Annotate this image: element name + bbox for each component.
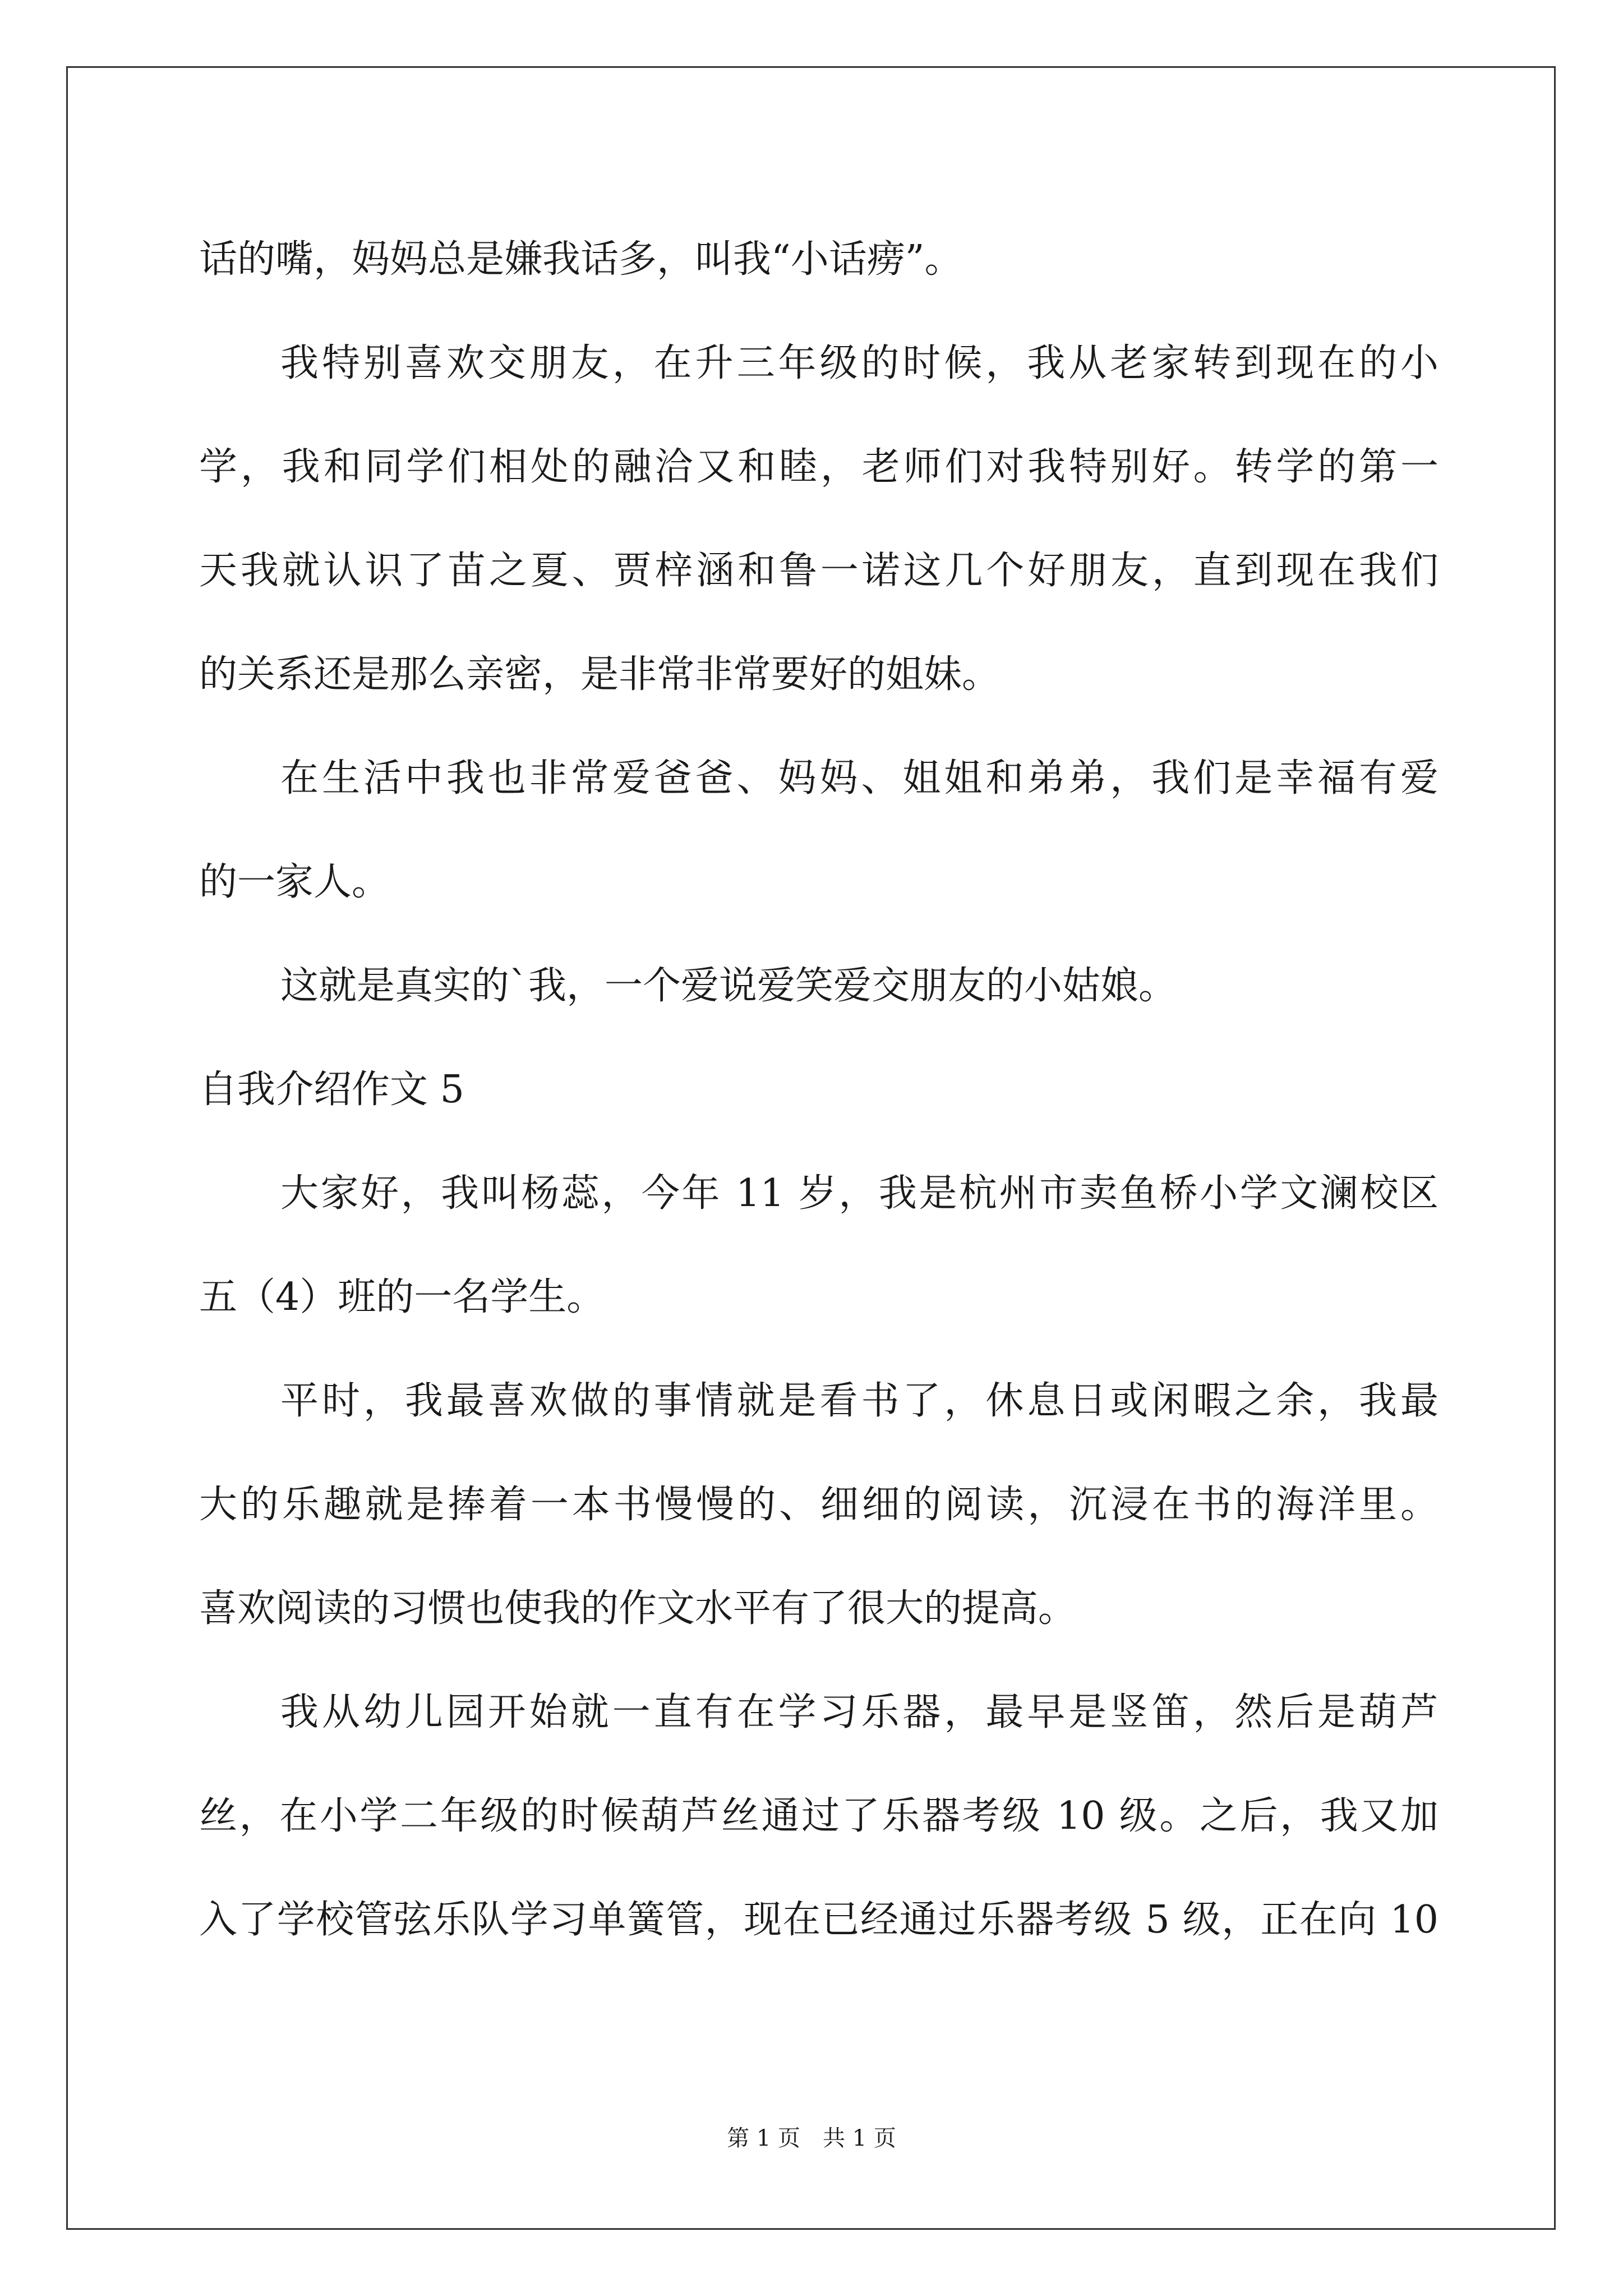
text-line: 的一家人。	[199, 860, 390, 904]
text-line: 话的嘴，妈妈总是嫌我话多，叫我“小话痨”。	[199, 237, 963, 282]
text-line: 大家好，我叫杨蕊，今年 11 岁，我是杭州市卖鱼桥小学文澜校区	[280, 1171, 1438, 1216]
text-line: 大的乐趣就是捧着一本书慢慢的、细细的阅读，沉浸在书的海洋里。	[199, 1483, 1438, 1527]
page-number-current: 第 1 页	[727, 2125, 800, 2151]
text-line: 在生活中我也非常爱爸爸、妈妈、姐姐和弟弟，我们是幸福有爱	[280, 756, 1438, 800]
text-line: 天我就认识了苗之夏、贾梓涵和鲁一诺这几个好朋友，直到现在我们	[199, 549, 1438, 593]
text-line: 平时，我最喜欢做的事情就是看书了，休息日或闲暇之余，我最	[280, 1379, 1438, 1423]
text-line: 学，我和同学们相处的融洽又和睦，老师们对我特别好。转学的第一	[199, 445, 1438, 489]
text-line: 丝，在小学二年级的时候葫芦丝通过了乐器考级 10 级。之后，我又加	[199, 1794, 1438, 1838]
text-line: 我从幼儿园开始就一直有在学习乐器，最早是竖笛，然后是葫芦	[280, 1690, 1438, 1734]
document-body	[199, 208, 1438, 1972]
text-line: 我特别喜欢交朋友，在升三年级的时候，我从老家转到现在的小	[280, 341, 1438, 385]
section-heading: 自我介绍作文 5	[199, 1068, 464, 1112]
page-number-total: 共 1 页	[823, 2125, 896, 2151]
text-line: 喜欢阅读的习惯也使我的作文水平有了很大的提高。	[199, 1586, 1077, 1631]
text-line: 入了学校管弦乐队学习单簧管，现在已经通过乐器考级 5 级，正在向 10	[199, 1898, 1438, 1942]
page-footer	[0, 2120, 1623, 2152]
text-line: 五（4）班的一名学生。	[199, 1275, 605, 1319]
text-line: 这就是真实的`我，一个爱说爱笑爱交朋友的小姑娘。	[280, 964, 1177, 1008]
text-line: 的关系还是那么亲密，是非常非常要好的姐妹。	[199, 652, 1000, 697]
